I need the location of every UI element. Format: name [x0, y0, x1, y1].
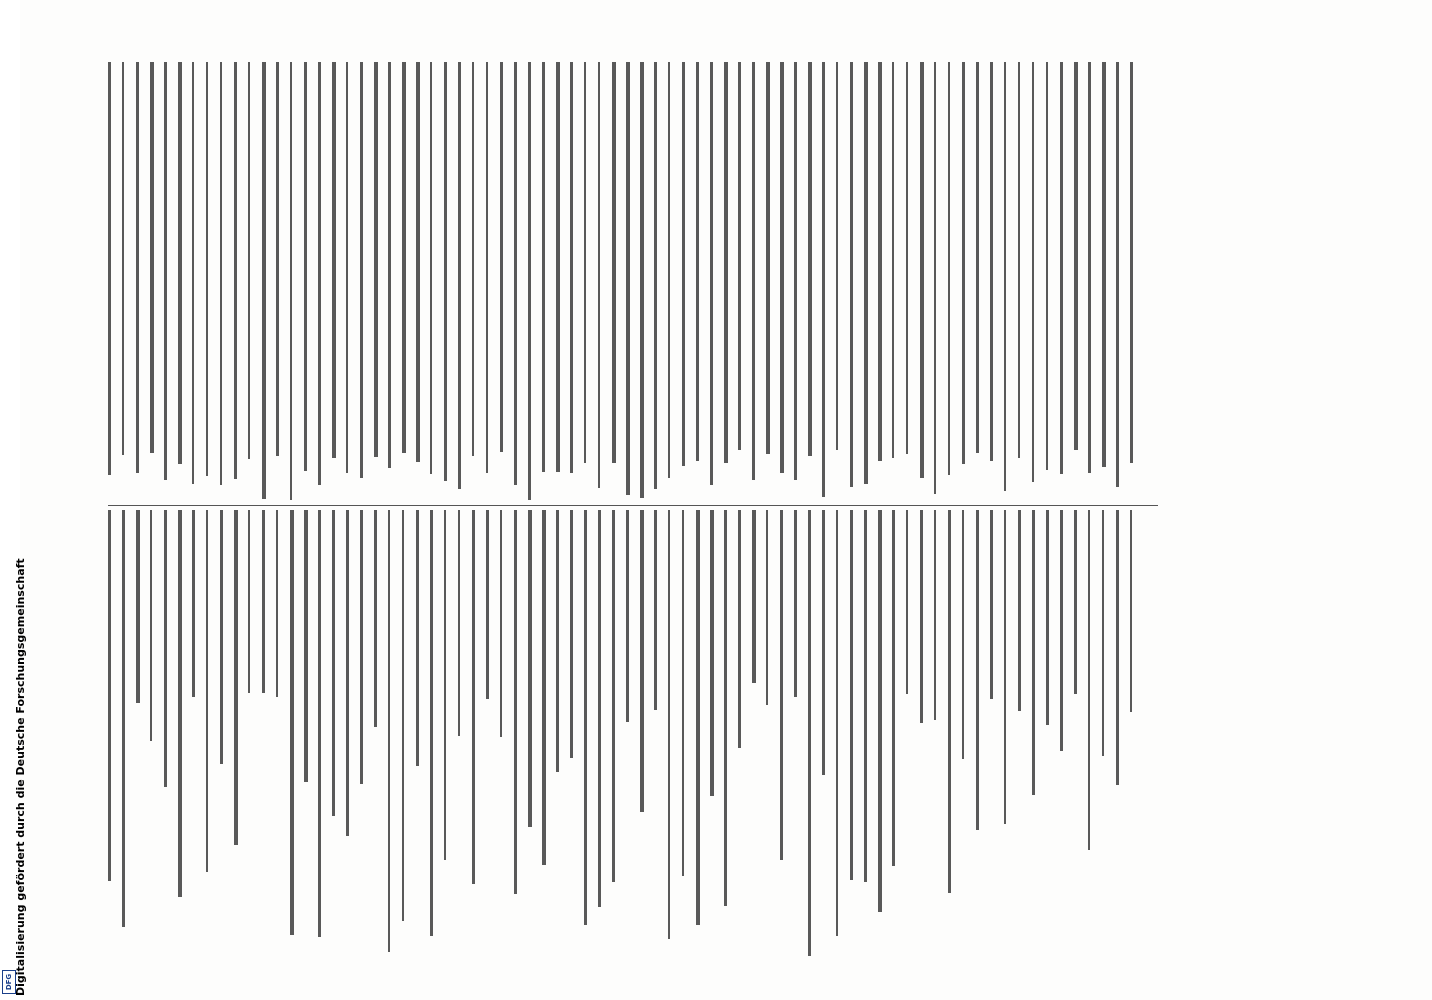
digitization-credit: Digitalisierung gefördert durch die Deutsche Forschungsgemeinschaft: [14, 558, 27, 996]
text-line: [1046, 510, 1049, 725]
text-line: [248, 510, 250, 693]
text-line: [598, 510, 601, 907]
text-line: [430, 62, 432, 474]
text-line: [836, 510, 838, 936]
text-line: [598, 62, 600, 488]
text-line: [584, 62, 586, 463]
text-line: [612, 510, 615, 882]
text-line: [192, 62, 194, 484]
text-line: [1004, 62, 1006, 491]
text-line: [458, 510, 460, 736]
column-divider: [108, 505, 1158, 506]
text-line: [108, 62, 111, 475]
text-line: [738, 62, 741, 450]
text-line: [486, 510, 489, 699]
text-column-upper: [108, 62, 1148, 502]
text-line: [136, 510, 140, 703]
text-line: [794, 62, 797, 480]
text-line: [808, 62, 812, 456]
text-line: [640, 510, 644, 812]
text-line: [696, 510, 700, 925]
text-line: [766, 62, 770, 454]
text-line: [276, 62, 279, 456]
text-line: [1074, 510, 1077, 694]
text-line: [374, 510, 377, 727]
text-line: [416, 510, 419, 766]
text-line: [668, 62, 670, 478]
text-line: [962, 62, 965, 464]
text-line: [1130, 510, 1132, 712]
text-line: [724, 510, 727, 906]
text-line: [388, 510, 390, 952]
text-line: [864, 510, 867, 882]
text-line: [850, 510, 853, 880]
text-line: [556, 510, 559, 772]
text-line: [458, 62, 461, 489]
text-line: [164, 62, 167, 480]
text-line: [990, 510, 993, 699]
text-line: [1032, 510, 1035, 795]
text-line: [206, 62, 208, 476]
text-line: [1074, 62, 1078, 450]
text-line: [430, 510, 433, 936]
text-line: [920, 510, 923, 723]
text-line: [682, 510, 684, 876]
text-line: [808, 510, 811, 956]
text-line: [654, 510, 657, 710]
text-line: [976, 62, 979, 453]
text-line: [220, 510, 223, 764]
text-line: [822, 62, 825, 497]
text-line: [1018, 510, 1021, 711]
text-line: [374, 62, 378, 457]
text-line: [276, 510, 278, 697]
text-line: [346, 62, 348, 473]
text-line: [108, 510, 111, 881]
text-line: [990, 62, 993, 461]
text-line: [794, 510, 797, 697]
text-line: [472, 510, 475, 884]
text-line: [626, 510, 629, 722]
text-line: [906, 62, 908, 454]
text-line: [388, 62, 391, 468]
text-line: [514, 62, 517, 485]
text-line: [1088, 62, 1091, 473]
text-line: [514, 510, 517, 894]
text-line: [150, 62, 154, 453]
text-line: [1088, 510, 1090, 850]
text-line: [542, 62, 545, 472]
text-line: [668, 510, 670, 939]
text-line: [444, 510, 446, 860]
text-line: [150, 510, 152, 741]
text-line: [290, 62, 292, 500]
dfg-logo: DFG: [2, 970, 16, 994]
text-line: [584, 510, 587, 925]
text-line: [262, 62, 266, 499]
text-line: [976, 510, 979, 830]
text-line: [780, 510, 783, 860]
text-line: [934, 62, 936, 494]
text-line: [822, 510, 825, 775]
text-line: [892, 62, 894, 458]
text-line: [318, 62, 321, 485]
text-line: [1116, 510, 1119, 785]
text-line: [766, 510, 768, 705]
text-line: [192, 510, 195, 697]
text-line: [528, 510, 532, 827]
text-line: [738, 510, 741, 748]
text-line: [178, 510, 182, 897]
text-line: [696, 62, 699, 461]
text-line: [1032, 62, 1034, 482]
text-line: [332, 510, 335, 816]
text-line: [164, 510, 167, 787]
text-line: [220, 62, 222, 485]
text-line: [1060, 62, 1063, 474]
text-line: [1046, 62, 1048, 470]
text-line: [500, 62, 503, 452]
text-line: [360, 62, 363, 478]
text-line: [206, 510, 208, 872]
text-line: [402, 510, 404, 921]
text-line: [1102, 62, 1106, 467]
text-line: [878, 510, 882, 912]
text-line: [906, 510, 908, 694]
text-line: [878, 62, 882, 461]
text-line: [290, 510, 294, 935]
text-line: [402, 62, 406, 453]
text-line: [1102, 510, 1104, 756]
text-line: [934, 510, 936, 720]
text-line: [570, 510, 573, 758]
text-line: [836, 62, 838, 450]
text-line: [570, 62, 573, 473]
text-line: [640, 62, 644, 498]
text-line: [304, 510, 308, 782]
text-line: [864, 62, 868, 484]
text-line: [682, 62, 685, 466]
text-line: [626, 62, 630, 495]
text-line: [416, 62, 420, 462]
text-line: [500, 510, 502, 737]
text-line: [920, 62, 924, 478]
text-line: [318, 510, 321, 937]
text-line: [360, 510, 363, 784]
text-line: [122, 62, 124, 455]
text-line: [542, 510, 546, 865]
text-line: [248, 62, 250, 459]
text-column-lower: [108, 510, 1148, 960]
text-line: [948, 62, 950, 475]
text-line: [752, 510, 756, 683]
text-line: [1018, 62, 1020, 458]
text-line: [724, 62, 728, 463]
text-line: [612, 62, 616, 463]
text-line: [1060, 510, 1063, 751]
text-line: [528, 62, 531, 500]
text-line: [486, 62, 488, 473]
text-line: [234, 510, 238, 845]
text-line: [262, 510, 265, 693]
text-line: [304, 62, 307, 471]
text-line: [556, 62, 560, 472]
text-line: [136, 62, 139, 473]
text-line: [346, 510, 349, 836]
text-line: [1004, 510, 1006, 824]
text-line: [444, 62, 447, 481]
text-line: [892, 510, 895, 866]
text-line: [780, 62, 784, 473]
text-line: [752, 62, 755, 480]
text-line: [850, 62, 853, 487]
text-line: [332, 62, 336, 458]
text-line: [710, 62, 713, 485]
text-line: [178, 62, 182, 464]
text-line: [1130, 62, 1133, 463]
text-line: [234, 62, 237, 479]
text-line: [710, 510, 714, 796]
text-line: [948, 510, 951, 893]
text-line: [962, 510, 964, 759]
text-line: [654, 62, 657, 489]
text-line: [1116, 62, 1119, 487]
text-line: [122, 510, 125, 927]
text-line: [472, 62, 474, 456]
